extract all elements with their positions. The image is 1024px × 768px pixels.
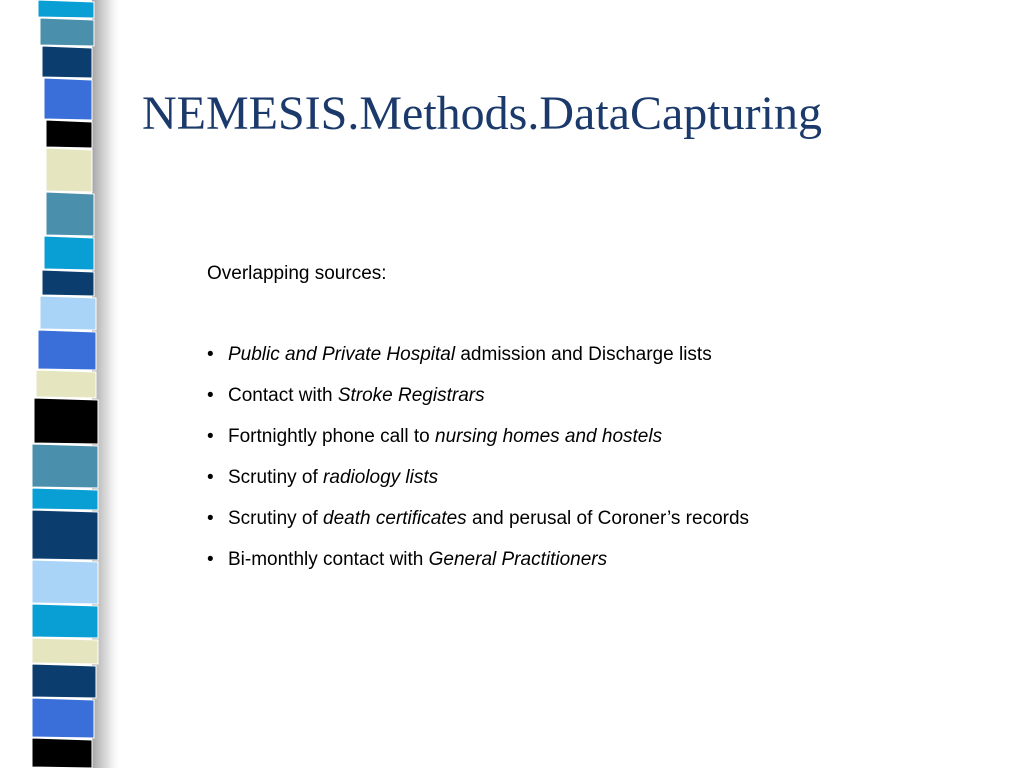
strip-block (46, 148, 92, 192)
strip-block (46, 120, 92, 148)
strip-block (46, 192, 94, 236)
bullet-text: Fortnightly phone call to (228, 426, 436, 447)
strip-block (32, 638, 98, 664)
bullet-item-hospital-lists (207, 344, 749, 385)
strip-block (32, 560, 98, 604)
bullet-emphasis: nursing homes and hostels (435, 426, 663, 447)
bullet-text: Scrutiny of (228, 508, 324, 529)
bullet-text: and perusal of Coroner’s records (466, 508, 750, 529)
bullet-emphasis: General Practitioners (428, 549, 608, 570)
strip-block (38, 330, 96, 370)
bullet-item-nursing-homes (207, 426, 749, 467)
bullet-glyph: • (207, 426, 214, 447)
bullet-item-general-practitioners (207, 549, 749, 590)
strip-block (38, 0, 94, 18)
bullet-glyph: • (207, 385, 214, 406)
bullet-emphasis: radiology lists (323, 467, 439, 488)
strip-block (40, 18, 94, 46)
strip-block (32, 738, 92, 768)
strip-block (40, 296, 96, 330)
bullet-item-death-certificates (207, 508, 749, 549)
strip-block (34, 398, 98, 444)
strip-block (44, 236, 94, 270)
decorative-block-strip (0, 0, 130, 768)
strip-blocks (32, 0, 98, 768)
bullet-text: Contact with (228, 385, 338, 406)
strip-block (32, 664, 96, 698)
intro-text: Overlapping sources: (207, 263, 387, 284)
slide-title: NEMESIS.Methods.DataCapturing (142, 87, 822, 140)
bullet-emphasis: death certificates (323, 508, 467, 529)
bullet-glyph: • (207, 467, 214, 488)
bullet-emphasis: Stroke Registrars (337, 385, 485, 406)
bullet-text: Scrutiny of (228, 467, 324, 488)
bullet-list (207, 344, 749, 590)
strip-block (42, 270, 94, 296)
strip-block (42, 46, 92, 78)
bullet-item-radiology (207, 467, 749, 508)
strip-block (36, 370, 96, 398)
bullet-glyph: • (207, 549, 214, 570)
bullet-glyph: • (207, 344, 214, 365)
strip-block (32, 444, 98, 488)
strip-block (32, 510, 98, 560)
bullet-text: Bi-monthly contact with (228, 549, 429, 570)
bullet-glyph: • (207, 508, 214, 529)
strip-block (32, 604, 98, 638)
bullet-item-stroke-registrars (207, 385, 749, 426)
bullet-text: admission and Discharge lists (455, 344, 712, 365)
strip-block (44, 78, 92, 120)
bullet-emphasis: Public and Private Hospital (228, 344, 456, 365)
strip-block (32, 698, 94, 738)
strip-block (32, 488, 98, 510)
